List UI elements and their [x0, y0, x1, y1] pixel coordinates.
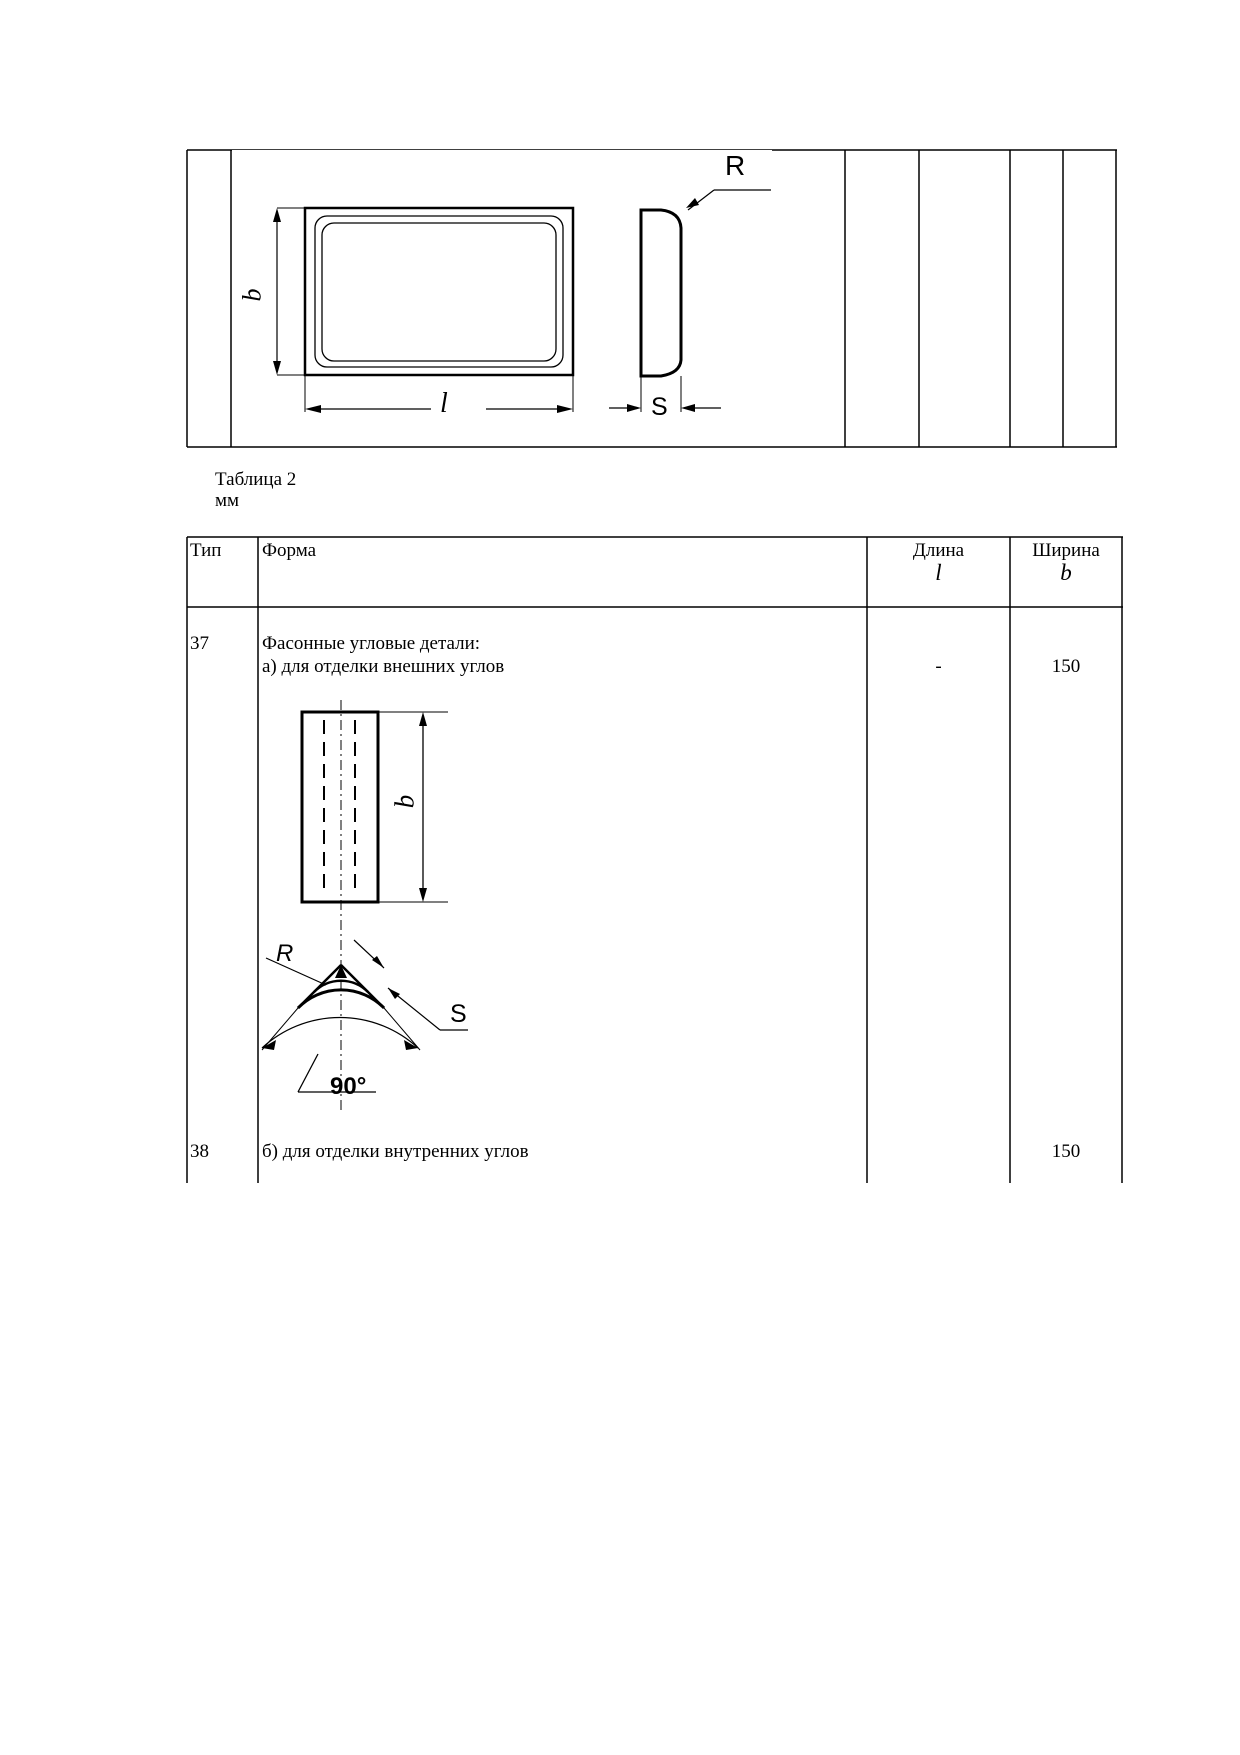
radius-label: R: [725, 150, 746, 181]
header-form: Форма: [262, 540, 317, 561]
row-37-title: Фасонные угловые детали:: [262, 633, 481, 654]
corner-width-label: b: [389, 794, 420, 809]
table-unit: мм: [215, 490, 240, 511]
corner-radius-label: R: [276, 940, 294, 967]
corner-thickness-label: S: [450, 1000, 467, 1028]
thickness-label: S: [651, 393, 668, 421]
row-38-subtitle: б) для отделки внутренних углов: [262, 1141, 529, 1162]
row-37-width: 150: [1051, 656, 1081, 677]
header-length: [867, 540, 1010, 584]
header-length-label: Длина: [912, 540, 965, 561]
row-37-subtitle: а) для отделки внешних углов: [262, 656, 505, 677]
header-length-symbol: l: [935, 560, 942, 585]
row-38-width: 150: [1051, 1141, 1081, 1162]
header-width: [1010, 540, 1122, 584]
header-type: Тип: [190, 540, 222, 561]
row-37-length: -: [935, 656, 942, 677]
header-width-label: Ширина: [1032, 540, 1100, 561]
corner-angle-label: 90°: [330, 1073, 367, 1100]
table-title: Таблица 2: [215, 469, 297, 490]
row-37-type: 37: [190, 633, 209, 654]
corner-piece-drawing: [258, 700, 488, 1120]
header-width-symbol: b: [1060, 560, 1072, 585]
length-label: l: [440, 388, 448, 419]
row-38-type: 38: [190, 1141, 209, 1162]
width-label: b: [237, 288, 267, 302]
